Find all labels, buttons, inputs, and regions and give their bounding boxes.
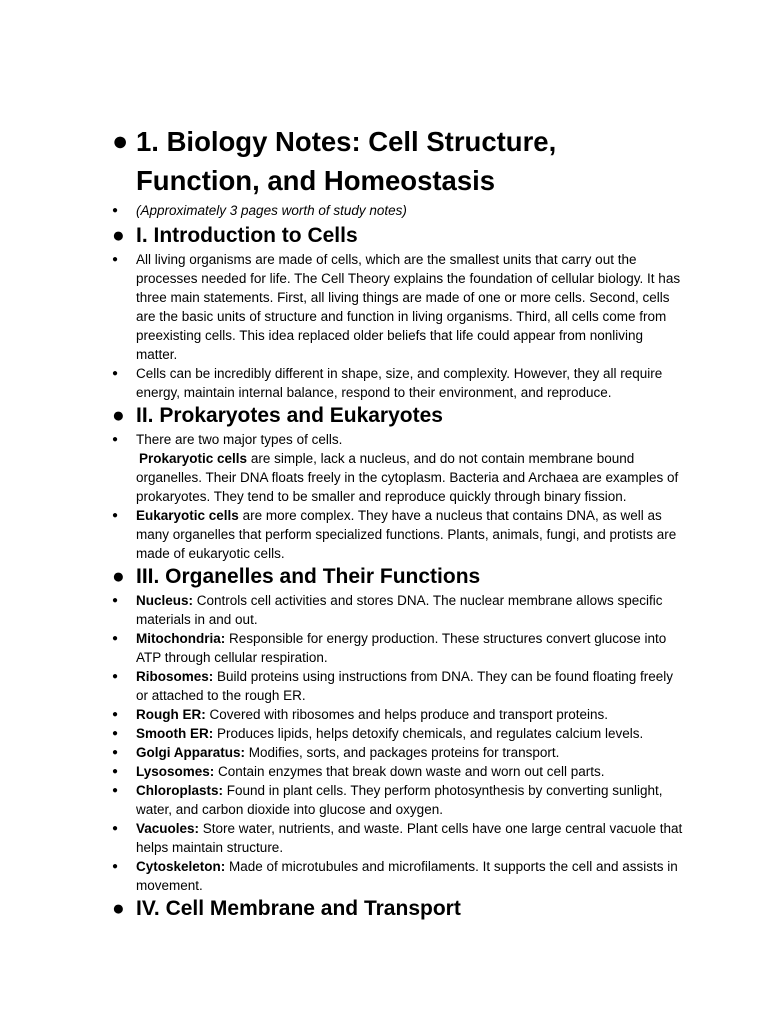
- definition-text: Made of microtubules and microfilaments. It supports the cell and assists in movement.: [136, 859, 678, 893]
- organelle-item-chloroplasts: [112, 781, 684, 819]
- definition-text: Build proteins using instructions from DNA. They can be found floating freely or attached to the rough ER.: [136, 669, 674, 703]
- organelle-item-nucleus: [112, 591, 684, 629]
- section-heading-text: I. Introduction to Cells: [136, 224, 358, 247]
- bullet-icon: ●: [112, 595, 119, 606]
- term-label: Rough ER:: [136, 707, 206, 722]
- paragraph-text: Cells can be incredibly different in shape, size, and complexity. However, they all require energy, maintain internal balance, respond to their environment, and reproduce.: [136, 366, 663, 400]
- bullet-icon: ●: [112, 861, 119, 872]
- section-heading-text: II. Prokaryotes and Eukaryotes: [136, 404, 443, 427]
- section-heading-text: III. Organelles and Their Functions: [136, 565, 481, 588]
- bullet-icon: ●: [112, 823, 119, 834]
- list-item: [112, 364, 684, 402]
- paragraph-text: are simple, lack a nucleus, and do not contain membrane bound organelles. Their DNA floats freely in the cytoplasm. Bacteria and Archaea are examples of prokaryotes. They tend to be smaller and reproduce quickly through binary fission.: [136, 451, 679, 504]
- paragraph-text: There are two major types of cells.: [136, 432, 343, 447]
- bullet-icon: ●: [112, 368, 119, 379]
- list-item: [112, 430, 684, 506]
- definition-text: Found in plant cells. They perform photosynthesis by converting sunlight, water, and carbon dioxide into glucose and oxygen.: [136, 783, 663, 817]
- definition-text: Controls cell activities and stores DNA. The nuclear membrane allows specific materials in and out.: [136, 593, 663, 627]
- list-item: [112, 506, 684, 563]
- bullet-icon: ●: [112, 785, 119, 796]
- term-label: Mitochondria:: [136, 631, 226, 646]
- term-label: Cytoskeleton:: [136, 859, 226, 874]
- paragraph-text: All living organisms are made of cells, which are the smallest units that carry out the processes needed for life. The Cell Theory explains the foundation of cellular biology. It has three main statements. First, all living things are made of one or more cells. Second, cells are the basic units of structure and function in living organisms. Third, all cells come from preexisting cells. This idea replaced older beliefs that life could appear from nonliving matter.: [136, 252, 681, 362]
- bullet-icon: ●: [112, 565, 125, 588]
- bullet-icon: ●: [112, 404, 125, 427]
- term-label: Lysosomes:: [136, 764, 215, 779]
- bullet-icon: ●: [112, 747, 119, 758]
- term-label: Vacuoles:: [136, 821, 200, 836]
- term-label: Smooth ER:: [136, 726, 214, 741]
- bullet-icon: ●: [112, 126, 129, 156]
- definition-text: Produces lipids, helps detoxify chemicals, and regulates calcium levels.: [213, 726, 644, 741]
- bullet-icon: ●: [112, 897, 125, 920]
- organelle-item-golgi: [112, 743, 684, 762]
- bullet-icon: ●: [112, 633, 119, 644]
- bullet-icon: ●: [112, 254, 119, 265]
- bullet-icon: ●: [112, 434, 119, 445]
- term-label: Ribosomes:: [136, 669, 214, 684]
- notes-list: [112, 122, 684, 923]
- section-heading-introduction: [112, 223, 684, 248]
- definition-text: Responsible for energy production. These structures convert glucose into ATP through cellular respiration.: [136, 631, 667, 665]
- bullet-icon: ●: [112, 728, 119, 739]
- list-item: [112, 250, 684, 364]
- bullet-icon: ●: [112, 709, 119, 720]
- bullet-icon: ●: [112, 766, 119, 777]
- definition-text: Store water, nutrients, and waste. Plant cells have one large central vacuole that helps maintain structure.: [136, 821, 683, 855]
- term-label: Eukaryotic cells: [136, 508, 239, 523]
- organelle-item-mitochondria: [112, 629, 684, 667]
- term-label: Prokaryotic cells: [139, 451, 248, 466]
- term-label: Golgi Apparatus:: [136, 745, 246, 760]
- subtitle-note-text: (Approximately 3 pages worth of study notes): [136, 203, 407, 218]
- term-label: Chloroplasts:: [136, 783, 224, 798]
- organelle-item-lysosomes: [112, 762, 684, 781]
- paragraph-text: are more complex. They have a nucleus that contains DNA, as well as many organelles that perform specialized functions. Plants, animals, fungi, and protists are made of eukaryotic cells.: [136, 508, 677, 561]
- definition-text: Modifies, sorts, and packages proteins for transport.: [245, 745, 560, 760]
- organelle-item-cytoskeleton: [112, 857, 684, 895]
- bullet-icon: ●: [112, 224, 125, 247]
- organelle-item-smooth-er: [112, 724, 684, 743]
- section-heading-text: IV. Cell Membrane and Transport: [136, 897, 461, 920]
- bullet-icon: ●: [112, 671, 119, 682]
- organelle-item-rough-er: [112, 705, 684, 724]
- organelle-item-ribosomes: [112, 667, 684, 705]
- section-heading-membrane-transport: [112, 896, 684, 921]
- definition-text: Contain enzymes that break down waste and worn out cell parts.: [214, 764, 605, 779]
- document-title-text: 1. Biology Notes: Cell Structure, Function, and Homeostasis: [136, 126, 557, 196]
- organelle-item-vacuoles: [112, 819, 684, 857]
- document-title: [112, 122, 684, 200]
- bullet-icon: ●: [112, 205, 119, 216]
- term-label: Nucleus:: [136, 593, 194, 608]
- section-heading-prokaryotes-eukaryotes: [112, 403, 684, 428]
- bullet-icon: ●: [112, 510, 119, 521]
- section-heading-organelles: [112, 564, 684, 589]
- definition-text: Covered with ribosomes and helps produce and transport proteins.: [205, 707, 608, 722]
- subtitle-note: [112, 201, 684, 220]
